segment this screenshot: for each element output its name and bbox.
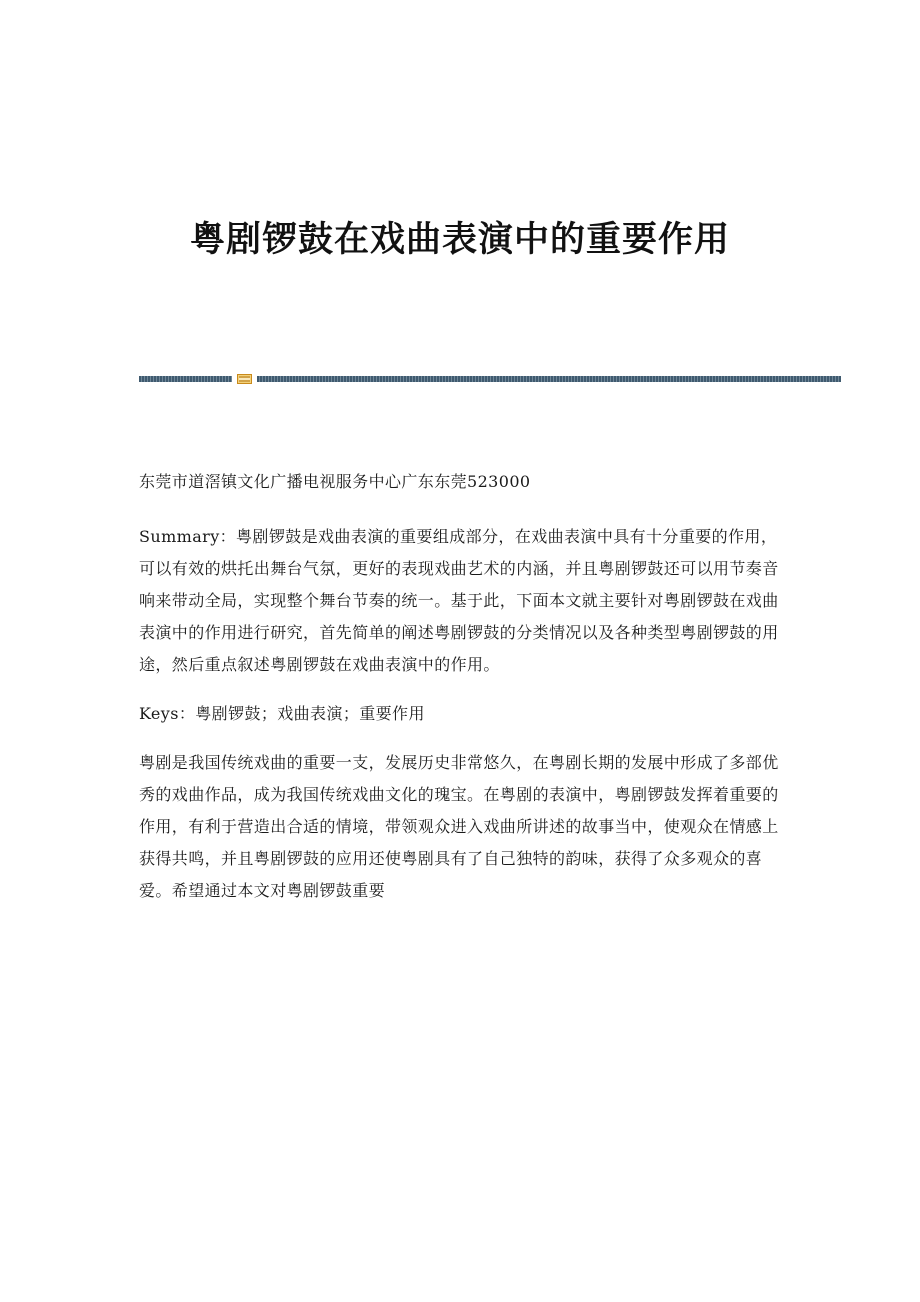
title-divider (139, 374, 841, 384)
author-affiliation: 东莞市道滘镇文化广播电视服务中心广东东莞523000 (139, 472, 531, 491)
divider-ornament-icon (237, 374, 252, 384)
divider-bar-right (257, 376, 841, 382)
keywords-line: Keys：粤剧锣鼓；戏曲表演；重要作用 (139, 704, 425, 723)
body-paragraph: 粤剧是我国传统戏曲的重要一支，发展历史非常悠久，在粤剧长期的发展中形成了多部优秀的戏曲作品，成为我国传统戏曲文化的瑰宝。在粤剧的表演中，粤剧锣鼓发挥着重要的作用，有利于营造出合适的情境，带领观众进入戏曲所讲述的故事当中，使观众在情感上获得共鸣，并且粤剧锣鼓的应用还使粤剧具有了自己独特的韵味，获得了众多观众的喜爱。希望通过本文对粤剧锣鼓重要 (139, 753, 779, 900)
document-title: 粤剧锣鼓在戏曲表演中的重要作用 (189, 220, 730, 260)
summary-paragraph: Summary：粤剧锣鼓是戏曲表演的重要组成部分，在戏曲表演中具有十分重要的作用，可以有效的烘托出舞台气氛，更好的表现戏曲艺术的内涵，并且粤剧锣鼓还可以用节奏音响来带动全局，实现整个舞台节奏的统一。基于此，下面本文就主要针对粤剧锣鼓在戏曲表演中的作用进行研究，首先简单的阐述粤剧锣鼓的分类情况以及各种类型粤剧锣鼓的用途，然后重点叙述粤剧锣鼓在戏曲表演中的作用。 (139, 527, 779, 674)
divider-bar-left (139, 376, 232, 382)
document-body (139, 466, 784, 924)
